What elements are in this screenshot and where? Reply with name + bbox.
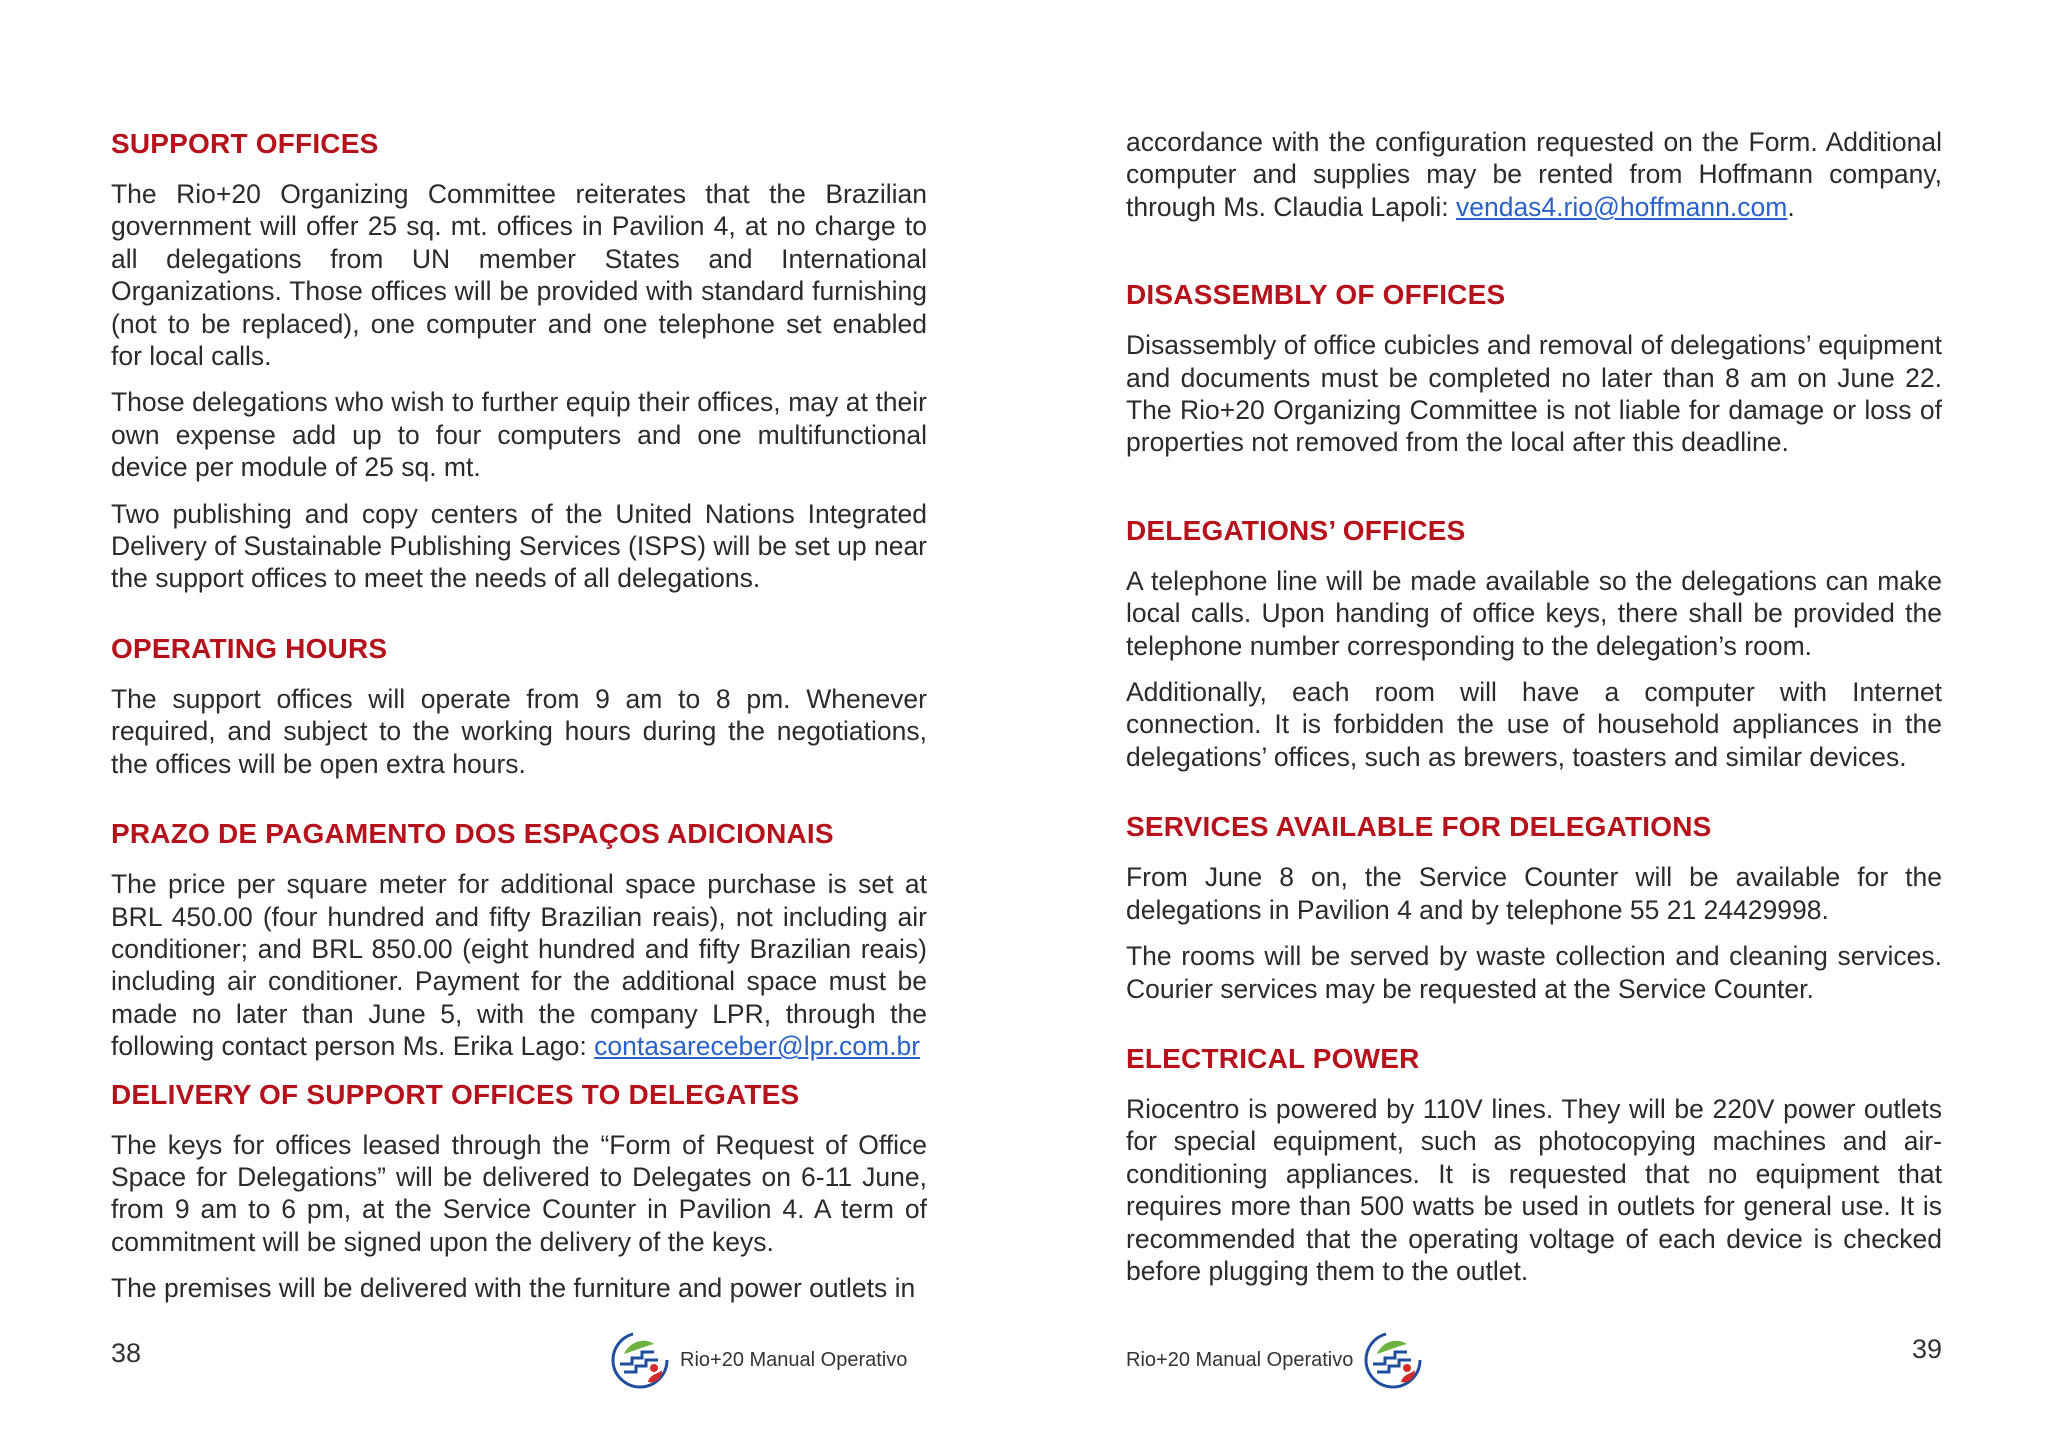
paragraph: The support offices will operate from 9 am to 8 pm. Whenever required, and subject to the working hours during the negotiations, the offices will be open extra hours. (111, 683, 927, 779)
footer-right (1024, 1330, 2048, 1410)
paragraph-tail: . (1787, 191, 1795, 222)
paragraph: Those delegations who wish to further equip their offices, may at their own expense add up to four computers and one multifunctional device per module of 25 sq. mt. (111, 387, 927, 483)
heading-delegations-offices: DELEGATIONS’ OFFICES (1126, 514, 1466, 546)
brand-block (1126, 1330, 1423, 1390)
email-link-hoffmann[interactable]: vendas4.rio@hoffmann.com (1455, 191, 1788, 222)
paragraph-with-email (111, 868, 927, 1062)
heading-payment-deadline: PRAZO DE PAGAMENTO DOS ESPAÇOS ADICIONAIS (111, 818, 834, 850)
paragraph-text: accordance with the configuration requested on the Form. Additional computer and supplies may be rented from Hoffmann company, through Ms. Claudia Lapoli: (1126, 127, 1942, 222)
rio20-logo-icon (1363, 1330, 1423, 1390)
paragraph: Riocentro is powered by 110V lines. They will be 220V power outlets for special equipment, such as photocopying machines and air-conditioning appliances. It is requested that no equipment that requires more than 500 watts be used in outlets for general use. It is recommended that the operating voltage of each device is checked before plugging them to the outlet. (1126, 1093, 1942, 1286)
paragraph: From June 8 on, the Service Counter will be available for the delegations in Pavilion 4 and by telephone 55 21 24429998. (1126, 862, 1942, 925)
brand-text: Rio+20 Manual Operativo (680, 1348, 908, 1371)
heading-delivery-support-offices: DELIVERY OF SUPPORT OFFICES TO DELEGATES (111, 1078, 800, 1110)
page-number: 39 (1912, 1334, 1943, 1364)
paragraph: Disassembly of office cubicles and removal of delegations’ equipment and documents must be completed no later than 8 am on June 22. The Rio+20 Organizing Committee is not liable for damage or loss of properties not removed from the local after this deadline. (1126, 330, 1942, 458)
brand-block (610, 1330, 907, 1390)
footer-left (0, 1330, 1024, 1410)
brand-text: Rio+20 Manual Operativo (1126, 1348, 1354, 1371)
paragraph: The keys for offices leased through the “Form of Request of Office Space for Delegations” will be delivered to Delegates on 6-11 June, from 9 am to 6 pm, at the Service Counter in Pavilion 4. A term of commitment will be signed upon the delivery of the keys. (111, 1129, 927, 1257)
paragraph: A telephone line will be made available so the delegations can make local calls. Upon handing of office keys, there shall be provided the telephone number corresponding to the delegation’s room. (1126, 565, 1942, 661)
paragraph-continued: The premises will be delivered with the furniture and power outlets in (111, 1273, 916, 1304)
paragraph: Two publishing and copy centers of the United Nations Integrated Delivery of Sustainable Publishing Services (ISPS) will be set up near the support offices to meet the needs of all delegations. (111, 498, 928, 594)
heading-services-available: SERVICES AVAILABLE FOR DELEGATIONS (1126, 811, 1712, 843)
paragraph: Additionally, each room will have a computer with Internet connection. It is forbidden the use of household appliances in the delegations’ offices, such as brewers, toasters and similar devices. (1126, 677, 1942, 772)
paragraph-text: The price per square meter for additional space purchase is set at BRL 450.00 (four hundred and fifty Brazilian reais), not including air conditioner; and BRL 850.00 (eight hundred and fifty Brazilian reais) including air conditioner. Payment for the additional space must be made no later than June 5, with the company LPR, through the following contact person Ms. Erika Lago: (111, 869, 927, 1062)
heading-operating-hours: OPERATING HOURS (111, 632, 388, 664)
rio20-logo-icon (610, 1330, 670, 1390)
page-39 (1024, 0, 2048, 1448)
paragraph: The Rio+20 Organizing Committee reiterates that the Brazilian government will offer 25 sq. mt. offices in Pavilion 4, at no charge to all delegations from UN member States and International Organizations. Those offices will be provided with standard furnishing (not to be replaced), one computer and one telephone set enabled for local calls. (111, 179, 927, 372)
paragraph: The rooms will be served by waste collection and cleaning services. Courier services may be requested at the Service Counter. (1126, 941, 1942, 1004)
heading-support-offices: SUPPORT OFFICES (111, 128, 379, 159)
left-column (111, 126, 927, 1319)
heading-electrical-power: ELECTRICAL POWER (1126, 1042, 1420, 1074)
right-column (1126, 126, 1942, 1301)
heading-disassembly-offices: DISASSEMBLY OF OFFICES (1126, 279, 1506, 311)
page-number: 38 (111, 1338, 142, 1368)
email-link-lpr[interactable]: contasareceber@lpr.com.br (594, 1031, 921, 1062)
paragraph-with-email (1126, 126, 1942, 223)
